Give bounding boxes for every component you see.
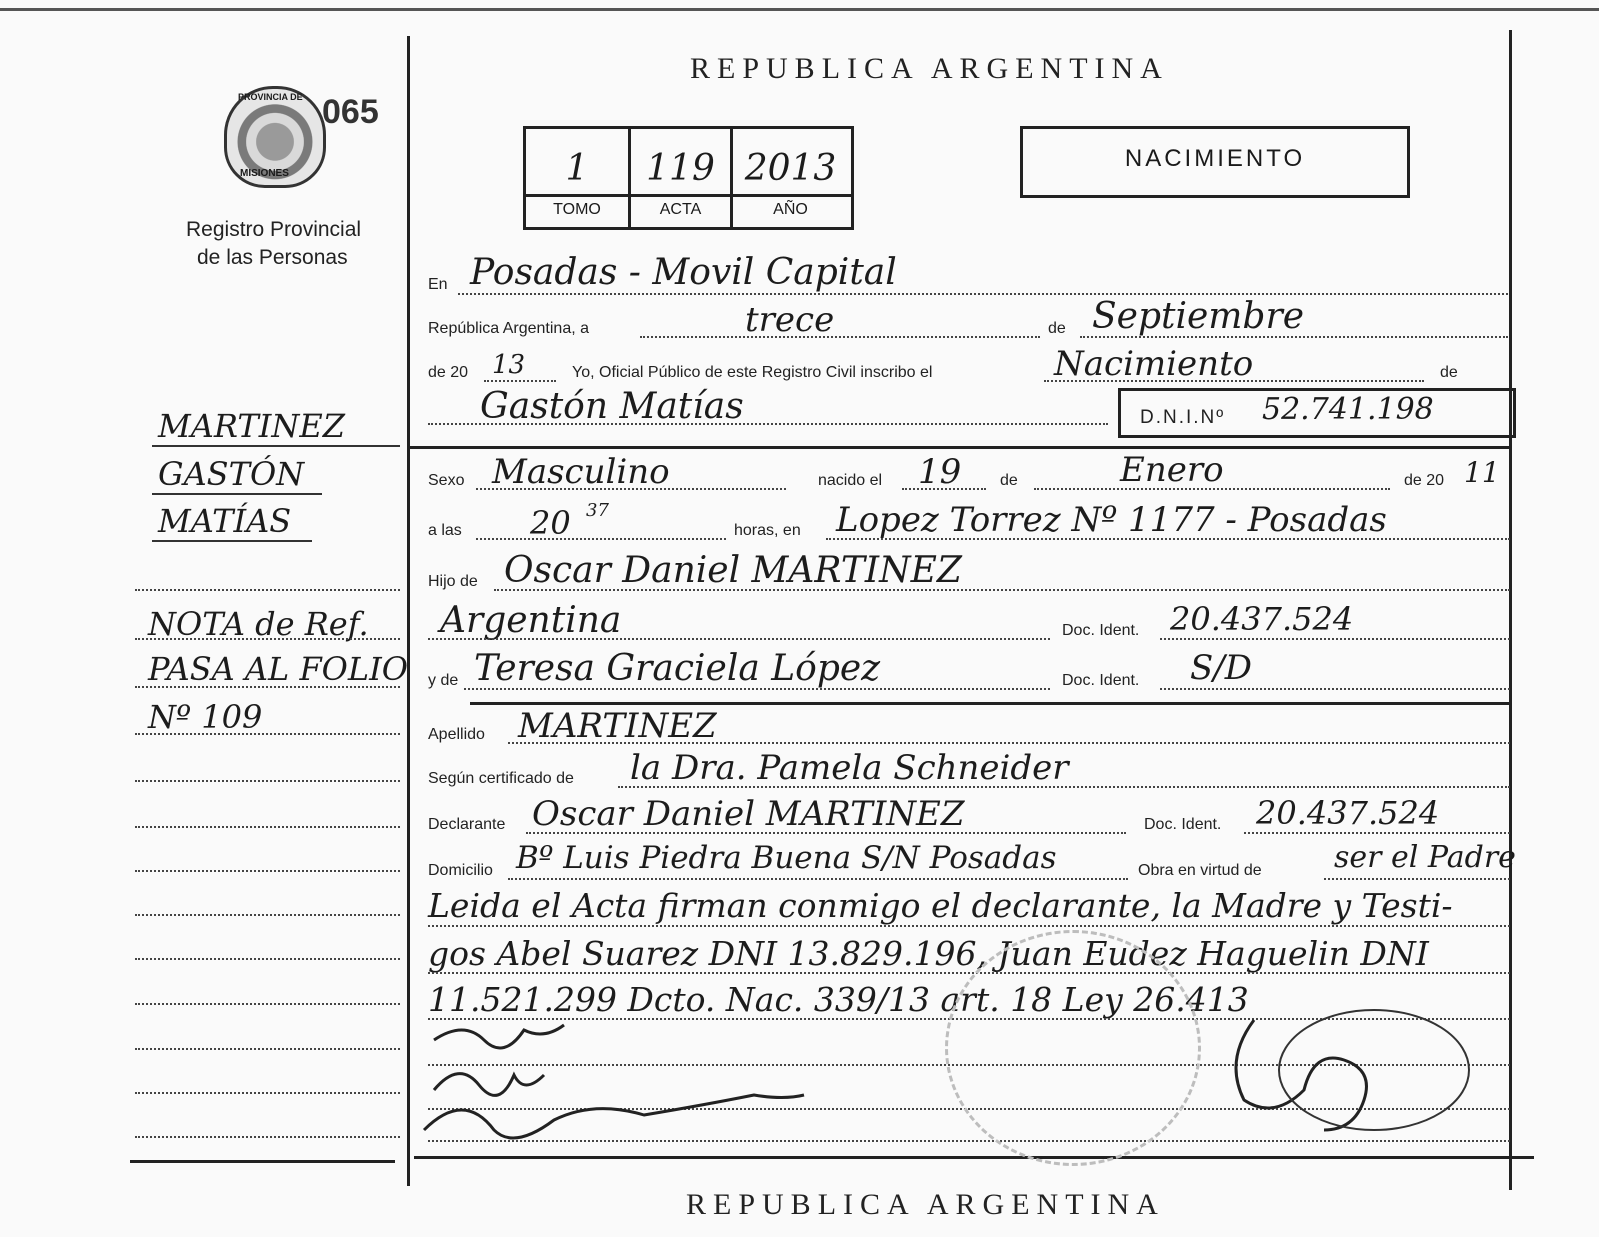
birth-month-line (1034, 488, 1390, 490)
declarant-line (526, 832, 1126, 834)
mother-name-value: Teresa Graciela López (474, 648, 881, 689)
mother-doc-line (1160, 688, 1510, 690)
sidebar-dots-12 (135, 1092, 400, 1094)
nacido-label: nacido el (818, 472, 883, 489)
father-name-value: Oscar Daniel MARTINEZ (504, 550, 962, 591)
birth-year-suffix-value: 11 (1464, 456, 1500, 489)
mother-name-line (464, 688, 1050, 690)
date-day-value: trece (745, 300, 835, 340)
tomo-value: 1 (565, 148, 589, 189)
signature-witness-1 (434, 1025, 564, 1048)
top-edge-line (0, 8, 1599, 11)
birth-day-line (902, 488, 986, 490)
domicile-line (508, 878, 1128, 880)
domicile-value: Bº Luis Piedra Buena S/N Posadas (516, 840, 1057, 876)
sidebar-dots-3 (135, 686, 400, 688)
sexo-label: Sexo (428, 472, 465, 489)
dni-label: D.N.I.Nº (1140, 407, 1226, 428)
record-id-label-rule (523, 194, 851, 197)
sidebar-name-line-2: GASTÓN (158, 455, 305, 493)
domicile-label: Domicilio (428, 862, 493, 879)
sidebar-dots-1 (135, 589, 400, 591)
date-month-value: Septiembre (1092, 296, 1304, 337)
sidebar-dots-7 (135, 870, 400, 872)
declarant-doc-value: 20.437.524 (1256, 794, 1440, 832)
surname-line (508, 742, 1510, 744)
obra-value: ser el Padre (1334, 840, 1516, 875)
father-nationality-value: Argentina (440, 600, 622, 641)
closing-line-2: gos Abel Suarez DNI 13.829.196, Juan Eudez Haguelin DNI (428, 934, 1429, 973)
sidebar-dots-9 (135, 958, 400, 960)
sidebar-dots-11 (135, 1048, 400, 1050)
corner-number: 065 (322, 93, 379, 131)
closing-line-3: 11.521.299 Dcto. Nac. 339/13 art. 18 Ley 26.413 (428, 980, 1249, 1019)
certificate-value: la Dra. Pamela Schneider (630, 748, 1069, 788)
anio-value: 2013 (744, 148, 837, 189)
sidebar-dots-6 (135, 826, 400, 828)
sidebar-bottom-rule (130, 1160, 395, 1163)
footer-country-title: REPUBLICA ARGENTINA (686, 1188, 1165, 1221)
obra-line (1324, 878, 1510, 880)
person-name-value: Gastón Matías (480, 386, 744, 427)
signature-declarant (424, 1095, 804, 1138)
declarant-doc-line (1244, 832, 1510, 834)
birth-month-value: Enero (1120, 450, 1224, 490)
right-margin-line (1509, 30, 1512, 1190)
mother-doc-value: S/D (1190, 648, 1253, 688)
mother-label: y de (428, 672, 459, 689)
sidebar-name-line-3: MATÍAS (158, 502, 292, 540)
sidebar-dots-13 (135, 1136, 400, 1138)
place-label: En (428, 276, 448, 293)
birth-day-value: 19 (918, 452, 962, 492)
father-doc-label: Doc. Ident. (1062, 622, 1140, 639)
country-title: REPUBLICA ARGENTINA (690, 52, 1169, 85)
sexo-value: Masculino (492, 452, 670, 492)
inscribe-label: Yo, Oficial Público de este Registro Civil inscribo el (572, 364, 933, 381)
horas-label: horas, en (734, 522, 801, 539)
date-de-label: de (1048, 320, 1066, 337)
place-value: Posadas - Movil Capital (470, 252, 897, 293)
date-prefix-label: República Argentina, a (428, 320, 589, 337)
sexo-line (476, 488, 786, 490)
birth-de-label: de (1000, 472, 1018, 489)
section-rule-2 (470, 702, 1512, 705)
acta-value: 119 (646, 148, 715, 189)
person-name-line (428, 423, 1108, 425)
alas-label: a las (428, 522, 462, 539)
birth-place-line (826, 538, 1510, 540)
section-rule-1 (410, 446, 1510, 449)
date-day-line (640, 336, 1040, 338)
sidebar-underline-3 (152, 540, 312, 542)
surname-value: MARTINEZ (518, 706, 717, 746)
sidebar-dots-10 (135, 1003, 400, 1005)
sidebar-note-line-1: NOTA de Ref. (148, 605, 369, 643)
closing-dots-1 (428, 925, 1510, 927)
act-type-label: NACIMIENTO (1124, 145, 1306, 172)
registry-name-line1: Registro Provincial (186, 218, 362, 241)
emblem-top-text: PROVINCIA DE (238, 92, 303, 102)
event-value: Nacimiento (1054, 344, 1254, 384)
signature-official (1236, 1020, 1367, 1130)
sidebar-note-line-3: Nº 109 (148, 698, 263, 736)
year-label: de 20 (428, 364, 469, 381)
sidebar-dots-4 (135, 733, 400, 735)
birth-year-label: de 20 (1404, 472, 1445, 489)
surname-label: Apellido (428, 726, 485, 743)
anio-label: AÑO (773, 201, 808, 218)
father-name-line (494, 589, 1510, 591)
obra-label: Obra en virtud de (1138, 862, 1262, 879)
birth-minutes-value: 37 (586, 500, 609, 521)
closing-dots-2 (428, 972, 1510, 974)
birth-place-value: Lopez Torrez Nº 1177 - Posadas (836, 500, 1387, 540)
closing-line-1: Leida el Acta firman conmigo el declarante, la Madre y Testi- (428, 886, 1453, 925)
year-line (484, 380, 556, 382)
certificate-label: Según certificado de (428, 770, 574, 787)
declarant-doc-label: Doc. Ident. (1144, 816, 1222, 833)
registry-name-line2: de las Personas (197, 246, 348, 269)
left-margin-line (407, 36, 410, 1186)
sidebar-name-line-1: MARTINEZ (158, 407, 345, 445)
acta-label: ACTA (659, 201, 702, 218)
dni-value: 52.741.198 (1262, 392, 1434, 427)
signatures-icon (414, 1000, 1484, 1160)
nationality-line (428, 638, 1050, 640)
date-month-line (1080, 336, 1508, 338)
event-line (1044, 380, 1424, 382)
signature-official-loop (1279, 1010, 1469, 1130)
sidebar-note-line-2: PASA AL FOLIO (148, 650, 408, 688)
place-line (458, 293, 1508, 295)
sidebar-dots-5 (135, 780, 400, 782)
emblem-bottom-text: MISIONES (240, 168, 289, 179)
father-doc-value: 20.437.524 (1170, 600, 1354, 638)
sidebar-underline-1 (152, 445, 400, 447)
sidebar-dots-8 (135, 914, 400, 916)
event-de-label: de (1440, 364, 1458, 381)
signature-witness-2 (434, 1074, 544, 1096)
year-suffix-value: 13 (492, 350, 526, 380)
certificate-line (618, 786, 1510, 788)
mother-doc-label: Doc. Ident. (1062, 672, 1140, 689)
sidebar-underline-2 (152, 493, 322, 495)
tomo-label: TOMO (553, 201, 601, 218)
declarant-label: Declarante (428, 816, 506, 833)
birth-hour-value: 20 (530, 504, 571, 542)
father-label: Hijo de (428, 573, 478, 590)
sidebar-dots-2 (135, 638, 400, 640)
father-doc-line (1160, 638, 1510, 640)
declarant-value: Oscar Daniel MARTINEZ (532, 794, 965, 834)
hour-line (476, 538, 726, 540)
